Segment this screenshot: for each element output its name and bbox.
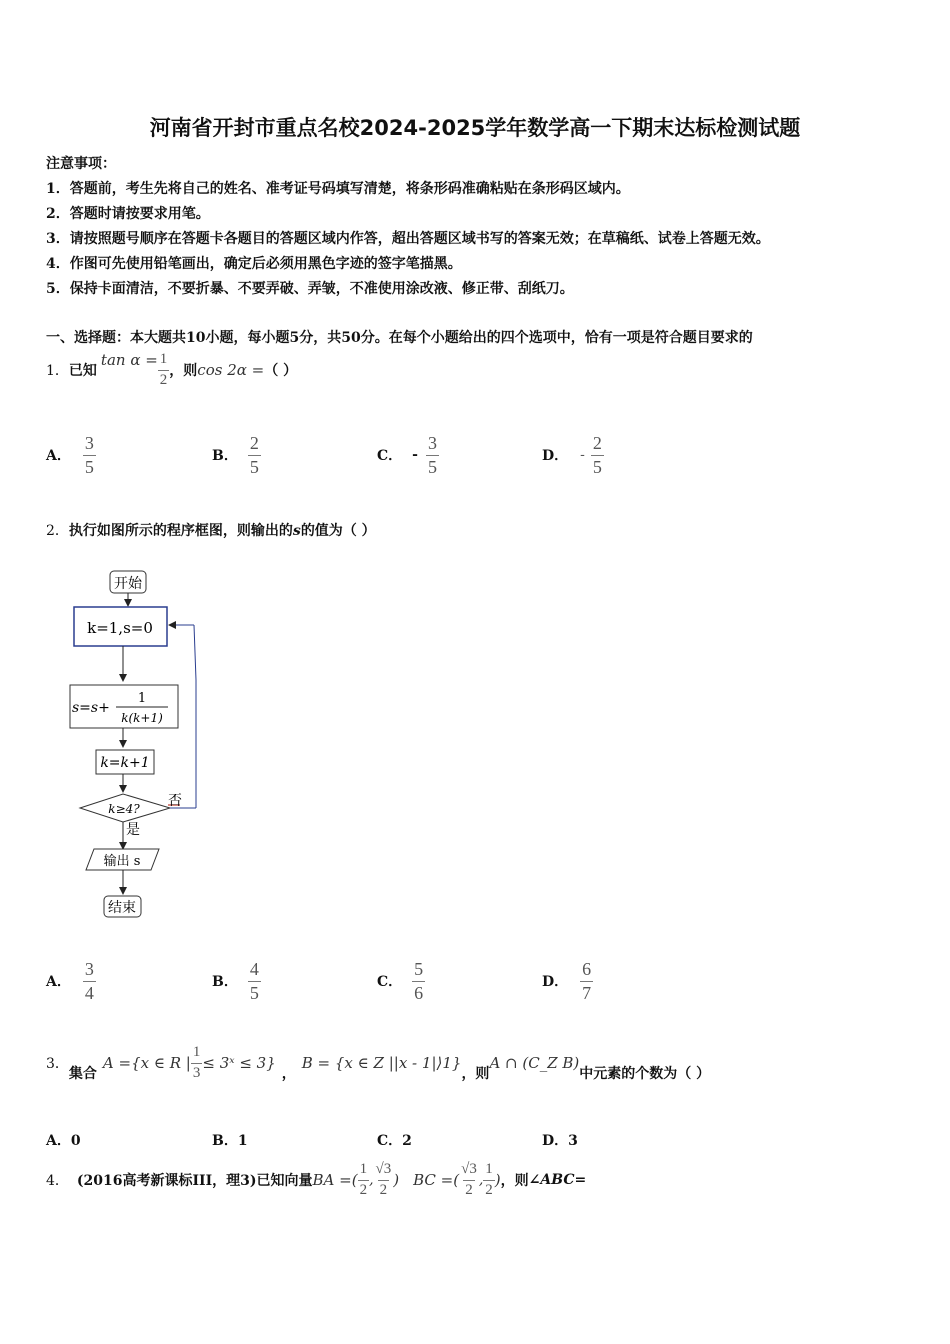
option-label: B． — [212, 448, 238, 465]
fraction — [191, 1045, 203, 1082]
question-text: 已知 — [68, 363, 97, 380]
math-vector-bc: BC =( — [413, 1171, 460, 1190]
denominator: 5 — [249, 456, 259, 477]
flow-condition-label: k≥4? — [108, 802, 140, 816]
question-3 — [46, 1045, 710, 1082]
math-cos: cos 2α = — [197, 361, 265, 380]
fraction — [374, 1162, 394, 1199]
minus-sign: - — [580, 447, 585, 464]
option-label: D． — [542, 448, 569, 465]
option-a[interactable] — [46, 1130, 81, 1150]
question-text: 的值为（ ） — [300, 523, 376, 539]
flow-no-label: 否 — [168, 793, 182, 809]
numerator: 1 — [159, 351, 168, 367]
notice-item: 4．作图可先使用铅笔画出，确定后必须用黑色字迹的签字笔描黑。 — [46, 256, 462, 272]
minus-sign: - — [412, 447, 418, 464]
numerator: 2 — [592, 433, 602, 453]
option-label: B． — [212, 1133, 238, 1149]
question-number: 2． — [46, 523, 69, 539]
flow-init-label: k=1,s=0 — [87, 619, 153, 637]
numerator: √3 — [461, 1161, 477, 1177]
numerator: 3 — [84, 959, 94, 979]
fraction — [459, 1162, 479, 1199]
fraction — [591, 434, 604, 477]
question-1 — [46, 352, 297, 389]
flow-update-k-label: k=k+1 — [100, 755, 150, 771]
question-number: 4． — [46, 1173, 69, 1190]
math-set-a: ≤ 3ˣ ≤ 3} — [202, 1054, 276, 1073]
question-text: （ ） — [264, 363, 298, 380]
notice-item: 2．答题时请按要求用笔。 — [46, 206, 210, 222]
flowchart — [60, 565, 220, 925]
math-tan: tan α = — [100, 351, 158, 370]
question-2 — [46, 520, 376, 540]
math-set-b: B = {x ∈ Z ||x - 1|⟩1} — [301, 1054, 462, 1073]
denominator: 6 — [414, 982, 424, 1003]
section-heading: 一、选择题：本大题共10小题，每小题5分，共50分。在每个小题给出的四个选项中，恰有一项是符合题目要求的 — [46, 330, 753, 346]
math-close: ) — [494, 1171, 501, 1190]
notice-item: 3．请按照题号顺序在答题卡各题目的答题区域内作答，超出答题区域书写的答案无效；在草稿纸、试卷上答题无效。 — [46, 231, 770, 247]
question-number: 3． — [46, 1056, 69, 1073]
question-text: (2016高考新课标III，理3)已知向量 — [76, 1173, 313, 1190]
math-vector-ba: BA =( — [312, 1171, 358, 1190]
numerator: 1 — [359, 1161, 368, 1177]
numerator: 1 — [192, 1044, 201, 1060]
question-text: 集合 — [68, 1066, 97, 1083]
question-text: ，则 — [500, 1173, 529, 1190]
flow-yes-label: 是 — [126, 822, 140, 838]
option-label: C． — [377, 974, 403, 991]
question-text: 执行如图所示的程序框图，则输出的 — [68, 523, 293, 539]
flow-update-s-label: s=s+ — [72, 700, 110, 716]
denominator: 3 — [192, 1064, 201, 1081]
separator: , — [478, 1172, 484, 1189]
option-d[interactable] — [542, 960, 593, 1003]
option-c[interactable] — [377, 960, 425, 1003]
option-value: 1 — [237, 1133, 248, 1149]
numerator: 3 — [427, 433, 437, 453]
math-set-a: A ={x ∈ R | — [102, 1054, 191, 1073]
flow-start-label: 开始 — [114, 576, 142, 592]
option-d[interactable] — [542, 1130, 578, 1150]
question-4 — [46, 1162, 586, 1199]
numerator: 3 — [84, 433, 94, 453]
option-value: 2 — [402, 1133, 412, 1149]
flow-end-label: 结束 — [108, 900, 136, 916]
option-label: A． — [46, 1133, 71, 1149]
denominator: 2 — [465, 1181, 473, 1198]
option-c[interactable] — [377, 1130, 412, 1150]
question-text: 中元素的个数为（ ） — [579, 1066, 711, 1083]
denominator: 5 — [592, 456, 602, 477]
denominator: 5 — [84, 456, 94, 477]
flow-frac-den: k(k+1) — [121, 711, 163, 725]
denominator: 5 — [249, 982, 259, 1003]
denominator: 2 — [379, 1181, 388, 1198]
flow-frac-num: 1 — [137, 691, 147, 706]
fraction — [412, 960, 425, 1003]
option-label: C． — [377, 448, 403, 465]
fraction — [580, 960, 593, 1003]
fraction — [248, 434, 261, 477]
numerator: 2 — [249, 433, 259, 453]
numerator: √3 — [375, 1161, 392, 1177]
page-title: 河南省开封市重点名校2024-2025学年数学高一下期末达标检测试题 — [149, 116, 801, 140]
math-expression: A ∩ (C_Z B) — [489, 1054, 580, 1073]
option-value: 0 — [70, 1133, 81, 1149]
question-text: ，则 — [169, 363, 198, 380]
question-text: ，则 — [461, 1066, 490, 1083]
fraction — [483, 1162, 495, 1199]
option-label: A． — [46, 974, 71, 991]
fraction — [426, 434, 439, 477]
numerator: 5 — [414, 959, 424, 979]
notice-heading: 注意事项： — [46, 156, 116, 172]
option-b[interactable] — [212, 434, 261, 477]
notice-item: 5．保持卡面清洁，不要折暴、不要弄破、弄皱，不准使用涂改液、修正带、刮纸刀。 — [46, 281, 574, 297]
denominator: 4 — [84, 982, 94, 1003]
option-label: A． — [46, 448, 71, 465]
option-b[interactable] — [212, 960, 261, 1003]
math-angle: ∠ABC= — [528, 1172, 587, 1189]
numerator: 6 — [582, 959, 592, 979]
option-a[interactable] — [46, 960, 96, 1003]
denominator: 2 — [159, 371, 168, 388]
numerator: 4 — [249, 959, 259, 979]
flow-output-label: 输出 s — [103, 854, 141, 869]
option-c[interactable] — [377, 434, 439, 477]
math-var: s — [292, 523, 301, 539]
question-number: 1． — [46, 363, 69, 380]
option-a[interactable] — [46, 434, 96, 477]
denominator: 7 — [582, 982, 592, 1003]
option-d[interactable] — [542, 434, 604, 477]
notice-item: 1．答题前，考生先将自己的姓名、准考证号码填写清楚，将条形码准确粘贴在条形码区域内。 — [46, 181, 630, 197]
fraction — [248, 960, 261, 1003]
denominator: 2 — [359, 1181, 368, 1198]
option-label: D． — [542, 1133, 569, 1149]
fraction — [358, 1162, 370, 1199]
option-b[interactable] — [212, 1130, 248, 1150]
denominator: 2 — [485, 1181, 493, 1198]
fraction — [83, 434, 96, 477]
option-label: B． — [212, 974, 238, 991]
fraction — [158, 352, 170, 389]
option-label: C． — [377, 1133, 403, 1149]
separator: , — [369, 1172, 374, 1189]
denominator: 5 — [427, 456, 437, 477]
math-close: ) — [393, 1171, 400, 1190]
fraction — [83, 960, 96, 1003]
numerator: 1 — [485, 1161, 493, 1177]
option-label: D． — [542, 974, 569, 991]
question-text: ， — [281, 1066, 296, 1083]
option-value: 3 — [568, 1133, 578, 1149]
